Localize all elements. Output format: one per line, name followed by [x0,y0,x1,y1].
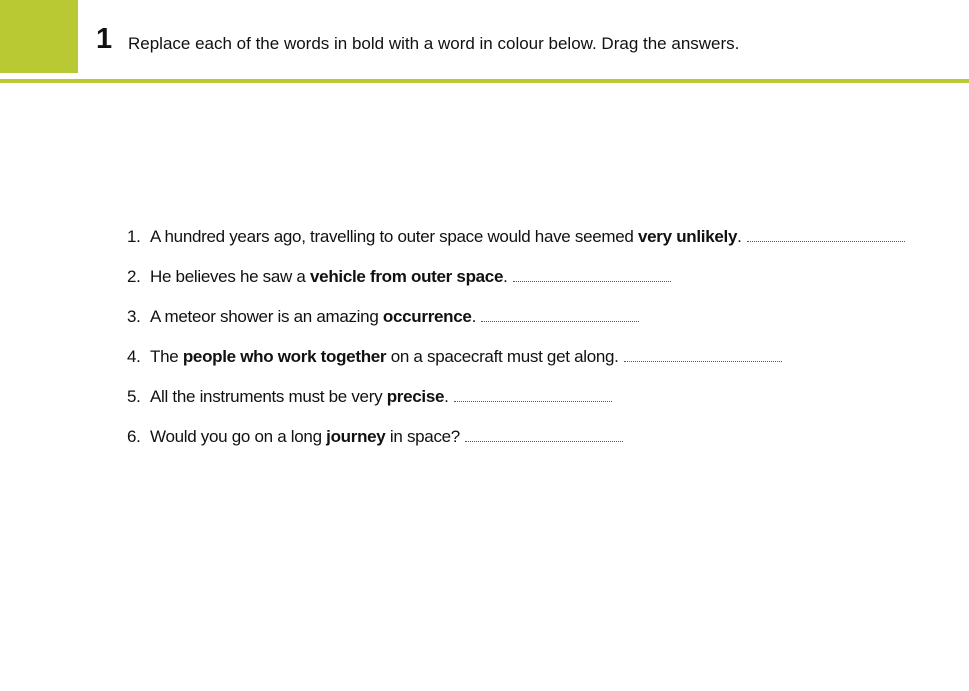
sentence-item [127,304,905,344]
answer-drop-slot[interactable] [465,427,623,442]
sentence-text: All the instruments must be very [150,387,387,406]
item-number: 2. [127,267,141,286]
sentence-text: The [150,347,183,366]
exercise-number: 1 [96,23,113,55]
sentence-item [127,424,905,464]
exercise-header [0,0,969,84]
answer-drop-slot[interactable] [624,347,782,362]
sentence-item [127,344,905,384]
item-number: 5. [127,387,141,406]
sentence-item [127,264,905,304]
bold-phrase: vehicle from outer space [310,267,504,286]
bold-phrase: journey [326,427,386,446]
item-number: 4. [127,347,141,366]
item-number: 1. [127,227,141,246]
answer-drop-slot[interactable] [513,267,671,282]
bold-phrase: occurrence [382,307,472,326]
answer-drop-slot[interactable] [747,227,905,242]
sentence-item [127,384,905,424]
answer-drop-slot[interactable] [454,387,612,402]
answer-drop-slot[interactable] [481,307,639,322]
accent-block [0,0,78,73]
bold-phrase: precise [386,387,445,406]
sentence-text: . [471,307,477,326]
sentence-text: A hundred years ago, travelling to outer space would have seemed [150,227,638,246]
sentence-list [127,224,905,464]
item-number: 6. [127,427,141,446]
bold-phrase: people who work together [182,347,387,366]
item-number: 3. [127,307,141,326]
sentence-text: on a spacecraft must get along. [386,347,619,366]
exercise-instruction: Replace each of the words in bold with a word in colour below. Drag the answers. [128,34,740,53]
sentence-text: He believes he saw a [150,267,311,286]
sentence-text: . [737,227,742,246]
sentence-text: . [444,387,449,406]
sentence-text: Would you go on a long [150,427,327,446]
header-divider [0,79,969,83]
bold-phrase: very unlikely [638,227,738,246]
sentence-text: . [503,267,508,286]
sentence-text: in space? [385,427,460,446]
sentence-text: A meteor shower is an amazing [150,307,383,326]
sentence-item [127,224,905,264]
